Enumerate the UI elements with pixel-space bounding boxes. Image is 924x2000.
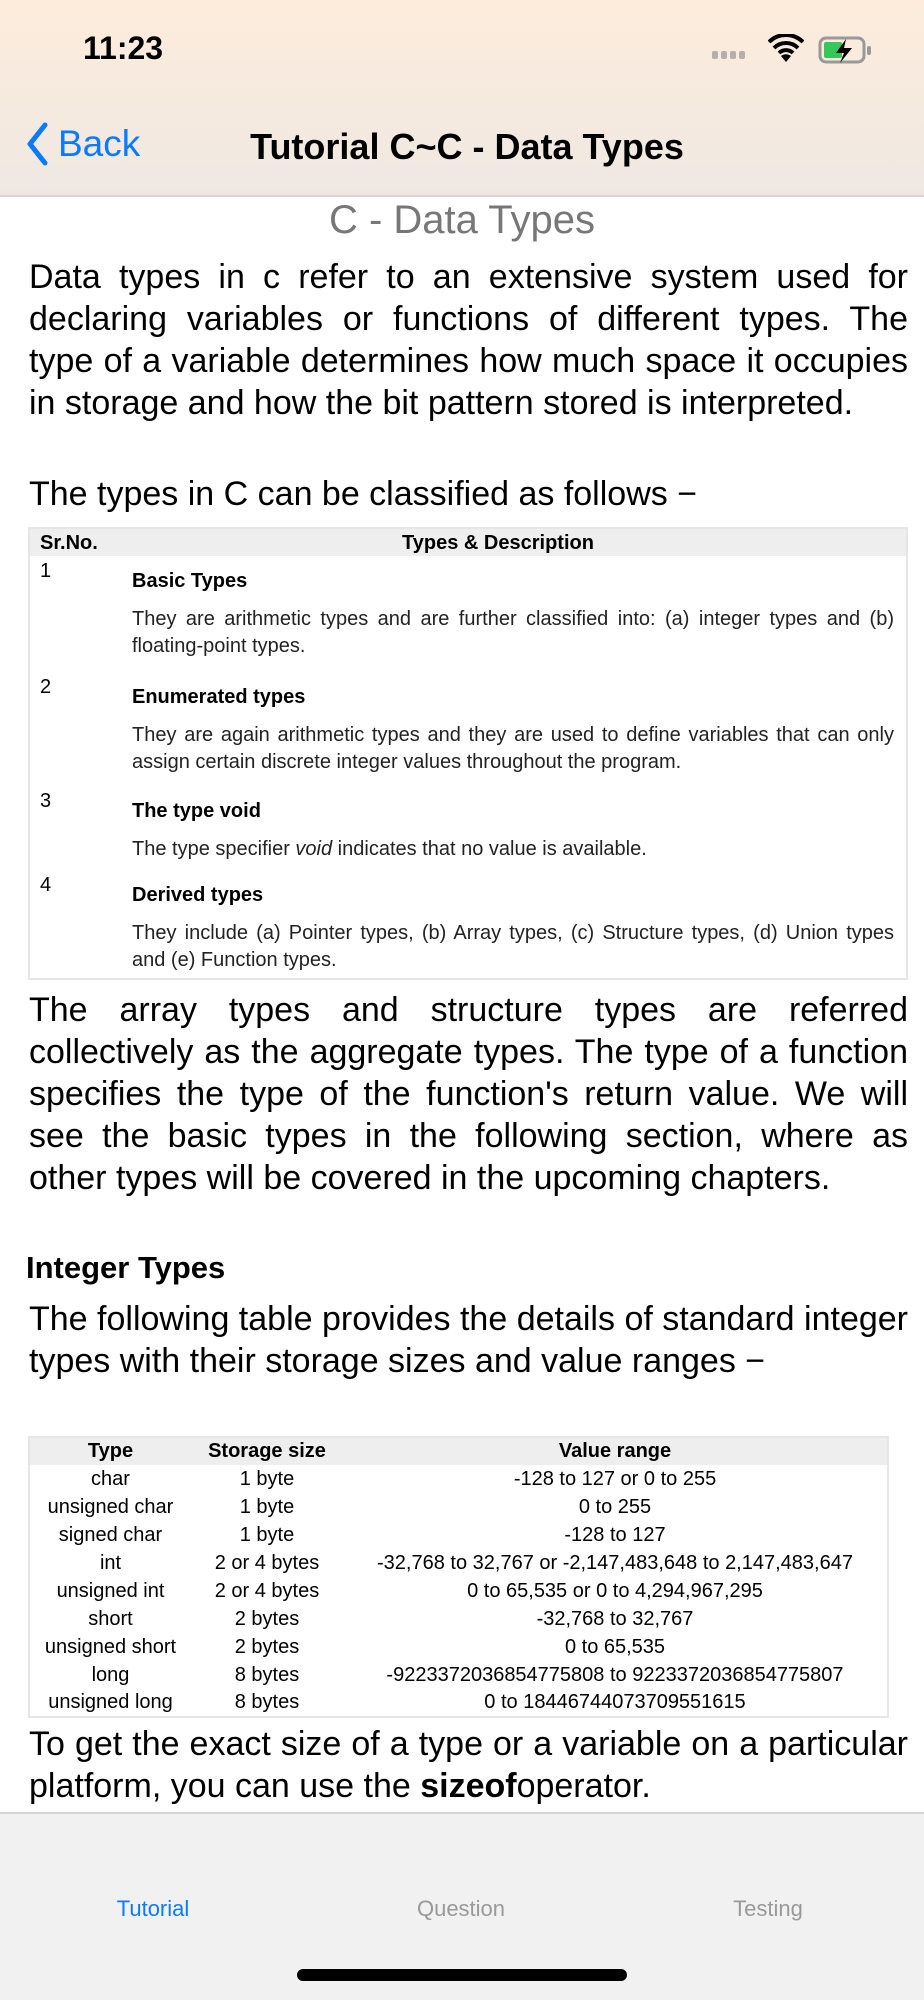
cell-storage: 2 or 4 bytes [214, 1551, 320, 1574]
table-row [29, 1633, 888, 1661]
cell-range: -9223372036854775808 to 9223372036854775807 [386, 1663, 844, 1686]
cell-range: -128 to 127 [564, 1523, 666, 1546]
row-number: 2 [40, 676, 52, 698]
cellular-signal-icon [712, 51, 745, 59]
row-title: Basic Types [132, 570, 248, 592]
table-header [30, 529, 906, 556]
cell-range: -128 to 127 or 0 to 255 [513, 1467, 717, 1490]
table-row [30, 870, 906, 980]
nav-title: Tutorial C~C - Data Types [250, 126, 684, 167]
home-indicator[interactable] [297, 1969, 627, 1981]
cell-range: 0 to 65,535 or 0 to 4,294,967,295 [467, 1579, 763, 1602]
table-row [29, 1549, 888, 1577]
aggregate-paragraph: The array types and structure types are referred collectively as the aggregate types. The type of a function specifies the type of the function's return value. We will see the basic types in the following section, where as other types will be covered in the upcoming chapters. [29, 991, 908, 1197]
table-row [29, 1605, 888, 1633]
table-row [29, 1577, 888, 1605]
table-row [29, 1661, 888, 1689]
tab-testing[interactable]: Testing [733, 1896, 803, 1921]
cell-range: 0 to 65,535 [564, 1635, 666, 1658]
cell-storage: 2 bytes [234, 1635, 300, 1658]
cell-type: unsigned long [48, 1691, 173, 1713]
integer-types-table [28, 1436, 889, 1718]
cell-type: int [99, 1551, 122, 1574]
cell-type: unsigned char [47, 1495, 174, 1518]
navigation-header [0, 0, 924, 197]
header-srno: Sr.No. [40, 532, 98, 554]
row-description: They are arithmetic types and are further classified into: (a) integer types and (b) floating-point types. [132, 608, 894, 657]
header-storage: Storage size [191, 1437, 343, 1465]
cell-range: 0 to 18446744073709551615 [484, 1691, 746, 1713]
table-header [29, 1437, 888, 1465]
table-row [29, 1493, 888, 1521]
row-description: They include (a) Pointer types, (b) Array types, (c) Structure types, (d) Union types and (e) Function types. [132, 922, 894, 971]
page-title: C - Data Types [328, 198, 596, 242]
row-number: 1 [40, 560, 52, 582]
types-table [28, 527, 908, 980]
cell-type: signed char [58, 1523, 163, 1546]
integer-intro-paragraph: The following table provides the details of standard integer types with their storage sizes and value ranges − [29, 1300, 908, 1380]
intro-paragraph: Data types in c refer to an extensive system used for declaring variables or functions of different types. The type of a variable determines how much space it occupies in storage and how the bit pattern stored is interpreted. [29, 258, 908, 422]
table-row [30, 672, 906, 786]
header-type: Type [29, 1437, 191, 1465]
cell-storage: 2 or 4 bytes [214, 1579, 320, 1602]
tab-question[interactable]: Question [416, 1896, 506, 1921]
cell-storage: 8 bytes [234, 1663, 300, 1686]
status-time: 11:23 [83, 30, 164, 66]
row-description: The type specifier void indicates that no value is available. [132, 838, 647, 860]
row-number: 4 [40, 874, 52, 896]
table-row [29, 1465, 888, 1493]
cell-storage: 8 bytes [234, 1691, 300, 1713]
classified-paragraph: The types in C can be classified as follows − [29, 475, 698, 513]
sizeof-keyword: sizeof [420, 1767, 517, 1805]
table-row [29, 1689, 888, 1717]
cell-range: 0 to 255 [578, 1495, 652, 1518]
cell-type: long [91, 1663, 130, 1686]
cell-type: char [91, 1467, 130, 1490]
row-title: Enumerated types [132, 686, 306, 708]
table-row [30, 786, 906, 870]
table-row [29, 1521, 888, 1549]
cell-range: -32,768 to 32,767 or -2,147,483,648 to 2,147,483,647 [377, 1551, 853, 1574]
cell-storage: 1 byte [239, 1495, 295, 1518]
back-label: Back [58, 123, 141, 164]
row-description: They are again arithmetic types and they are used to define variables that can only assign certain discrete integer values throughout the program. [132, 724, 894, 773]
sizeof-paragraph: To get the exact size of a type or a variable on a particular platform, you can use the sizeofoperator. [29, 1725, 908, 1805]
row-title: The type void [132, 800, 261, 822]
tab-tutorial[interactable]: Tutorial [116, 1896, 190, 1921]
header-types: Types & Description [402, 532, 594, 554]
cell-storage: 1 byte [239, 1467, 295, 1490]
cell-range: -32,768 to 32,767 [536, 1607, 694, 1630]
cell-type: unsigned short [44, 1635, 177, 1658]
cell-storage: 2 bytes [234, 1607, 300, 1630]
integer-types-heading: Integer Types [26, 1250, 226, 1285]
cell-storage: 1 byte [239, 1523, 295, 1546]
table-row [30, 556, 906, 672]
row-number: 3 [40, 790, 52, 812]
cell-type: short [88, 1607, 133, 1630]
row-title: Derived types [132, 884, 264, 906]
battery-charging-icon [818, 36, 874, 66]
wifi-icon [768, 34, 804, 64]
cell-type: unsigned int [56, 1579, 165, 1602]
header-range: Value range [343, 1437, 888, 1465]
